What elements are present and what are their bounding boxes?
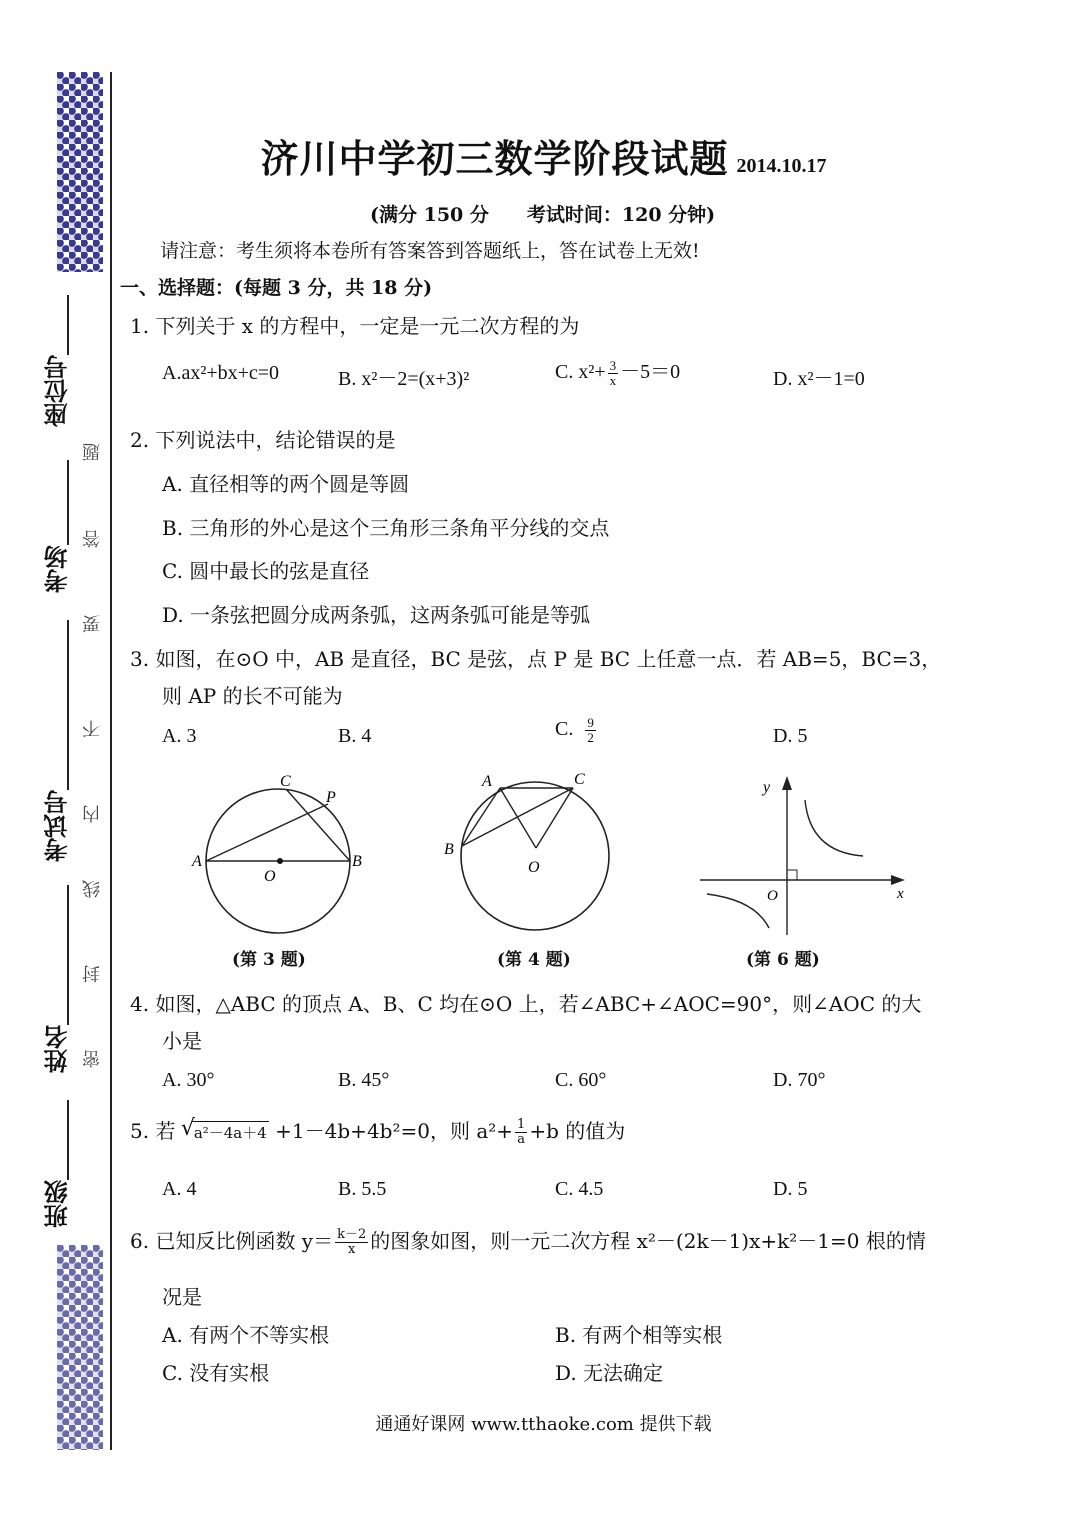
fig6-label-o: O (767, 888, 778, 904)
q4-option-a: A. 30° (162, 1069, 215, 1091)
name-blank (67, 885, 69, 1025)
page-title (0, 128, 1087, 183)
fig6-right-angle-mark (787, 870, 797, 880)
seat-number-blank (67, 295, 69, 355)
q1-option-d: D. x²－1=0 (773, 368, 865, 390)
fig3-label-a: A (192, 853, 202, 870)
fig4-radius-oa (500, 788, 536, 848)
q2-option-b: B. 三角形的外心是这个三角形三条角平分线的交点 (162, 516, 610, 540)
q4-option-c: C. 60° (555, 1069, 607, 1091)
fig4-label-c: C (574, 771, 585, 788)
title-text: 济川中学初三数学阶段试题 (260, 137, 729, 181)
q2-stem: 2. 下列说法中，结论错误的是 (130, 428, 396, 452)
fig4-label-b: B (444, 841, 454, 858)
fig4-label-a: A (482, 773, 492, 790)
notice: 请注意：考生须将本卷所有答案答到答题纸上，答在试卷上无效! (160, 240, 700, 262)
q4-stem-line1: 4. 如图，△ABC 的顶点 A、B、C 均在⊙O 上，若∠ABC+∠AOC=90°，则∠AOC 的大 (130, 992, 922, 1016)
q5-radical: √ a²－4a＋4 (180, 1116, 267, 1142)
exam-room-label: 考场 (44, 545, 72, 593)
binding-line (110, 72, 112, 1450)
q3-stem-line2: 则 AP 的长不可能为 (162, 684, 343, 708)
fig6-label-y: y (763, 779, 771, 796)
q2-option-c: C. 圆中最长的弦是直径 (162, 559, 370, 583)
seal-char: 密 (82, 1050, 103, 1068)
exam-info: (满分 150 分 考试时间：120 分钟) (370, 204, 716, 226)
exam-number-label: 考试号 (44, 790, 72, 862)
figure-q6 (695, 770, 920, 940)
q1-stem: 1. 下列关于 x 的方程中，一定是一元二次方程的为 (130, 314, 580, 338)
q3-option-d: D. 5 (773, 725, 808, 747)
seat-number-label: 座位号 (44, 355, 72, 427)
q5-option-a: A. 4 (162, 1178, 197, 1200)
title-date: 2014.10.17 (736, 155, 827, 177)
fig4-side-ab (462, 788, 500, 846)
fig4-circle (461, 782, 609, 930)
q4-stem-line2: 小是 (162, 1029, 202, 1053)
fig3-label-o: O (264, 868, 276, 885)
q3-option-c: C. $\frac{9}{2}$ (555, 715, 594, 745)
name-label: 姓名 (44, 1025, 72, 1073)
fig6-x-arrow (891, 875, 905, 885)
q5-option-c: C. 4.5 (555, 1178, 604, 1200)
exam-room-blank (67, 460, 69, 545)
q5-stem: 5. 若 √ a²－4a＋4 +1－4b+4b²=0，则 a²+ $\frac{1}{a}$ +b 的值为 (130, 1116, 626, 1147)
seal-char: 答 (82, 530, 103, 548)
q3-option-b: B. 4 (338, 725, 372, 747)
footer: 通通好课网 www.tthaoke.com 提供下载 (375, 1414, 712, 1435)
q1-option-a: A.ax²+bx+c=0 (162, 362, 280, 384)
fig3-label-p: P (326, 789, 336, 806)
fig6-caption: (第 6 题) (746, 950, 820, 970)
fig6-curve-q1 (805, 800, 863, 856)
class-blank (67, 1100, 69, 1180)
q2-option-a: A. 直径相等的两个圆是等圆 (162, 472, 410, 496)
q1-option-b: B. x²－2=(x+3)² (338, 368, 470, 390)
q1-option-c: C. x²+ $\frac{3}{x}$ －5＝0 (555, 357, 681, 388)
q6-option-c: C. 没有实根 (162, 1361, 270, 1385)
fig6-curve-q3 (707, 894, 769, 928)
q6-option-a: A. 有两个不等实根 (162, 1323, 330, 1347)
q6-option-d: D. 无法确定 (555, 1361, 664, 1385)
class-label: 班级 (44, 1180, 72, 1228)
q3-option-a: A. 3 (162, 725, 197, 747)
figure-q4 (440, 768, 620, 938)
q4-option-d: D. 70° (773, 1069, 826, 1091)
fig6-y-arrow (782, 776, 792, 790)
q6-stem-line1: 6. 已知反比例函数 y＝ $\frac{k-2}{x}$ 的图象如图，则一元二次方程 x²－(2k－1)x+k²－1=0 根的情 (130, 1227, 926, 1257)
q6-stem-line2: 况是 (162, 1285, 202, 1309)
seal-char: 要 (82, 615, 103, 633)
figure-q3 (190, 768, 370, 938)
q4-option-b: B. 45° (338, 1069, 390, 1091)
q5-option-b: B. 5.5 (338, 1178, 387, 1200)
fig6-label-x: x (897, 886, 904, 902)
fig4-caption: (第 4 题) (497, 950, 571, 970)
section-title: 一、选择题：(每题 3 分，共 18 分) (120, 277, 433, 299)
q2-option-d: D. 一条弦把圆分成两条弧，这两条弧可能是等弧 (162, 603, 591, 627)
q3-stem-line1: 3. 如图，在⊙O 中，AB 是直径，BC 是弦，点 P 是 BC 上任意一点．若 AB=5，BC=3， (130, 647, 942, 671)
fig3-center-dot (277, 858, 283, 864)
seal-char: 题 (82, 443, 103, 461)
q5-option-d: D. 5 (773, 1178, 808, 1200)
fig4-label-o: O (528, 859, 540, 876)
q6-option-b: B. 有两个相等实根 (555, 1323, 723, 1347)
seal-char: 线 (82, 880, 103, 898)
fig3-label-c: C (280, 773, 291, 790)
fig3-caption: (第 3 题) (232, 950, 306, 970)
seal-char: 内 (82, 805, 103, 823)
seal-char: 不 (82, 720, 103, 738)
seal-char: 封 (82, 965, 103, 983)
exam-number-blank (67, 620, 69, 790)
fig3-label-b: B (352, 853, 362, 870)
